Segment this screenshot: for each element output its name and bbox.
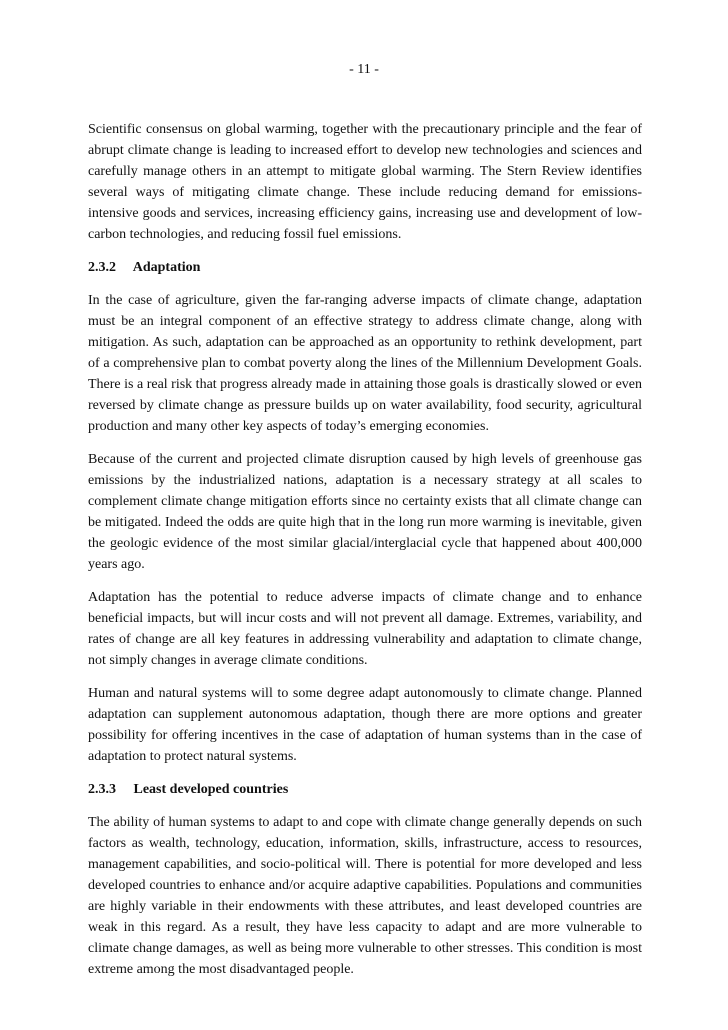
paragraph-mitigation: Scientific consensus on global warming, together with the precautionary principle and the fear of abrupt climate change is leading to increased effort to develop new technologies and sciences and carefully manage others in an attempt to mitigate global warming. The Stern Review identifies several ways of mitigating climate change. These include reducing demand for emissions-intensive goods and services, increasing efficiency gains, increasing use and development of low-carbon technologies, and reducing fossil fuel emissions. [88, 122, 642, 242]
paragraph-agriculture-adaptation: In the case of agriculture, given the far-ranging adverse impacts of climate change, adaptation must be an integral component of an effective strategy to address climate change, along with mitigation. As such, adaptation can be approached as an opportunity to rethink development, part of a comprehensive plan to combat poverty along the lines of the Millennium Development Goals. There is a real risk that progress already made in attaining those goals is drastically slowed or even reversed by climate change as pressure builds up on water availability, food security, agricultural production and many other key aspects of today’s emerging economies. [88, 293, 642, 434]
paragraph-adaptive-capacity: The ability of human systems to adapt to and cope with climate change generally depends on such factors as wealth, technology, education, information, skills, infrastructure, access to resources, management capabilities, and socio-political will. There is potential for more developed and less developed countries to enhance and/or acquire adaptive capabilities. Populations and communities are highly variable in their endowments with these attributes, and least developed countries are weak in this regard. As a result, they have less capacity to adapt and are more vulnerable to climate change damages, as well as being more vulnerable to other stresses. This condition is most extreme among the most disadvantaged people. [88, 815, 642, 977]
section-number: 2.3.3 [88, 782, 116, 797]
section-title: Least developed countries [133, 782, 289, 797]
paragraph-human-natural-systems: Human and natural systems will to some degree adapt autonomously to climate change. Planned adaptation can supplement autonomous adaptation, though there are more options and greater possibility for offering incentives in the case of adaptation of human systems than in the case of adaptation to protect natural systems. [88, 686, 642, 764]
section-number: 2.3.2 [88, 260, 116, 275]
section-title: Adaptation [132, 260, 201, 275]
section-heading-adaptation [88, 257, 642, 278]
section-heading-least-developed [88, 779, 642, 800]
page-body [88, 119, 642, 992]
page-number: - 11 - [349, 62, 379, 77]
paragraph-adaptation-potential: Adaptation has the potential to reduce adverse impacts of climate change and to enhance beneficial impacts, but will incur costs and will not prevent all damage. Extremes, variability, and rates of change are all key features in addressing vulnerability and adaptation to climate change, not simply changes in average climate conditions. [88, 590, 642, 668]
paragraph-climate-disruption: Because of the current and projected climate disruption caused by high levels of greenhouse gas emissions by the industrialized nations, adaptation is a necessary strategy at all scales to complement climate change mitigation efforts since no certainty exists that all climate change can be mitigated. Indeed the odds are quite high that in the long run more warming is inevitable, given the geologic evidence of the most similar glacial/interglacial cycle that happened about 400,000 years ago. [88, 452, 642, 572]
